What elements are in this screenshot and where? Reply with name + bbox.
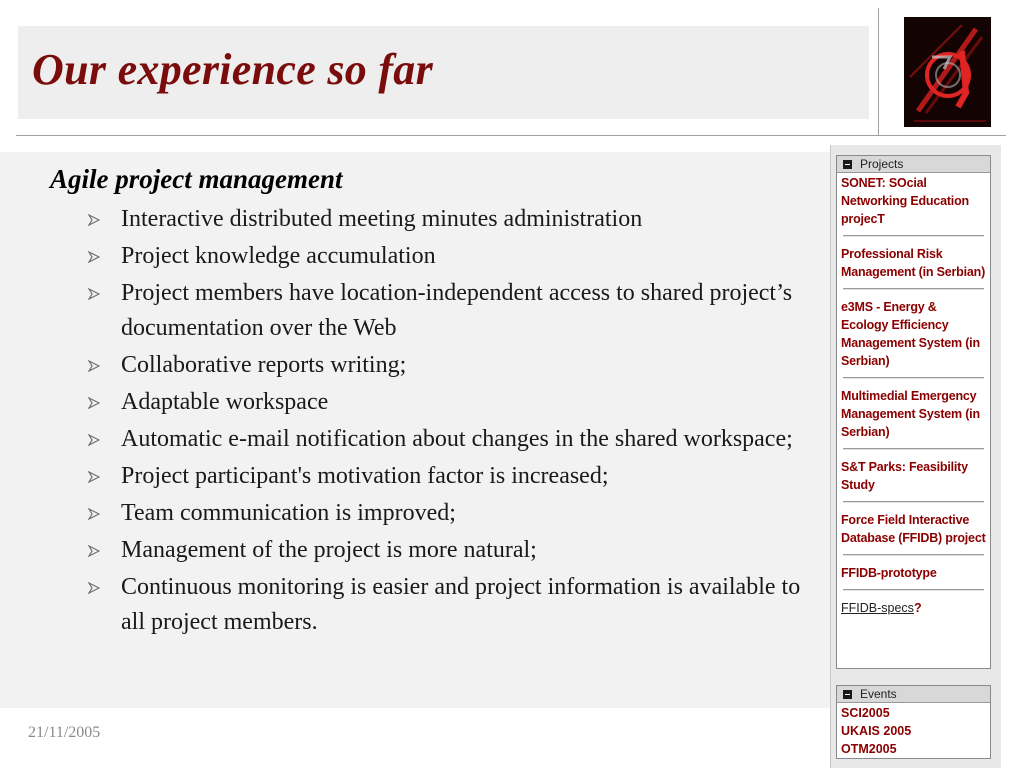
event-link[interactable]: OTM2005 <box>841 742 897 756</box>
divider <box>843 501 984 503</box>
projects-box-body <box>837 173 990 617</box>
list-item <box>88 239 818 274</box>
arrowhead-bullet-icon <box>88 508 100 520</box>
arrowhead-bullet-icon <box>88 582 100 594</box>
arrowhead-bullet-icon <box>88 545 100 557</box>
arrowhead-bullet-icon <box>88 471 100 483</box>
arrowhead-bullet-icon <box>88 397 100 409</box>
arrowhead-bullet-icon <box>88 434 100 446</box>
collapse-minus-icon[interactable] <box>843 160 852 169</box>
spec-line <box>841 599 986 617</box>
spec-link[interactable]: FFIDB-specs <box>841 601 914 615</box>
bullet-text: Adaptable workspace <box>121 389 329 415</box>
organization-logo <box>904 17 991 127</box>
projects-box-header[interactable] <box>837 156 990 173</box>
events-box <box>836 685 991 759</box>
bullet-text: Management of the project is more natural; <box>121 537 537 563</box>
bullet-text: Collaborative reports writing; <box>121 352 407 378</box>
slide-title: Our experience so far <box>32 45 434 94</box>
list-item <box>88 385 818 420</box>
arrowhead-bullet-icon <box>88 214 100 226</box>
project-link[interactable]: S&T Parks: Feasibility Study <box>841 460 968 492</box>
header-divider-vertical <box>878 8 879 136</box>
web-portal-screenshot <box>830 145 1001 768</box>
bullet-text: Continuous monitoring is easier and project information is available to all project members. <box>121 574 801 635</box>
list-item <box>88 348 818 383</box>
divider <box>843 288 984 290</box>
bullet-text: Interactive distributed meeting minutes administration <box>121 206 643 232</box>
bullet-text: Project participant's motivation factor is increased; <box>121 463 609 489</box>
events-box-header[interactable] <box>837 686 990 703</box>
list-item <box>88 570 818 640</box>
project-link[interactable]: FFIDB-prototype <box>841 566 937 580</box>
list-item <box>88 276 818 346</box>
event-link[interactable]: SCI2005 <box>841 706 890 720</box>
projects-box-title: Projects <box>860 157 904 171</box>
list-item <box>88 422 818 457</box>
spec-help-mark[interactable]: ? <box>913 601 922 615</box>
bullet-text: Project members have location-independent access to shared project’s documentation over the Web <box>121 280 793 341</box>
projects-box <box>836 155 991 669</box>
divider <box>843 448 984 450</box>
arrowhead-bullet-icon <box>88 360 100 372</box>
list-item <box>88 202 818 237</box>
divider <box>843 589 984 591</box>
section-subtitle: Agile project management <box>50 164 343 194</box>
project-link[interactable]: Multimedial Emergency Management System (in Serbian) <box>841 389 980 439</box>
bullet-list <box>88 202 818 642</box>
divider <box>843 554 984 556</box>
collapse-minus-icon[interactable] <box>843 690 852 699</box>
header-divider-horizontal <box>16 135 1006 136</box>
bullet-text: Team communication is improved; <box>121 500 456 526</box>
list-item <box>88 496 818 531</box>
bullet-text: Project knowledge accumulation <box>121 243 436 269</box>
project-link[interactable]: Force Field Interactive Database (FFIDB) project <box>841 513 986 545</box>
event-link[interactable]: UKAIS 2005 <box>841 724 912 738</box>
events-box-body <box>837 703 990 758</box>
list-item <box>88 459 818 494</box>
list-item <box>88 533 818 568</box>
bullet-text: Automatic e-mail notification about changes in the shared workspace; <box>121 426 793 452</box>
divider <box>843 377 984 379</box>
divider <box>843 235 984 237</box>
project-link[interactable]: Professional Risk Management (in Serbian) <box>841 247 986 279</box>
events-box-title: Events <box>860 687 897 701</box>
slide-date: 21/11/2005 <box>28 724 101 741</box>
project-link[interactable]: SONET: SOcial Networking Education projecT <box>841 176 969 226</box>
arrowhead-bullet-icon <box>88 288 100 300</box>
project-link[interactable]: e3MS - Energy & Ecology Efficiency Management System (in Serbian) <box>841 300 980 368</box>
arrowhead-bullet-icon <box>88 251 100 263</box>
